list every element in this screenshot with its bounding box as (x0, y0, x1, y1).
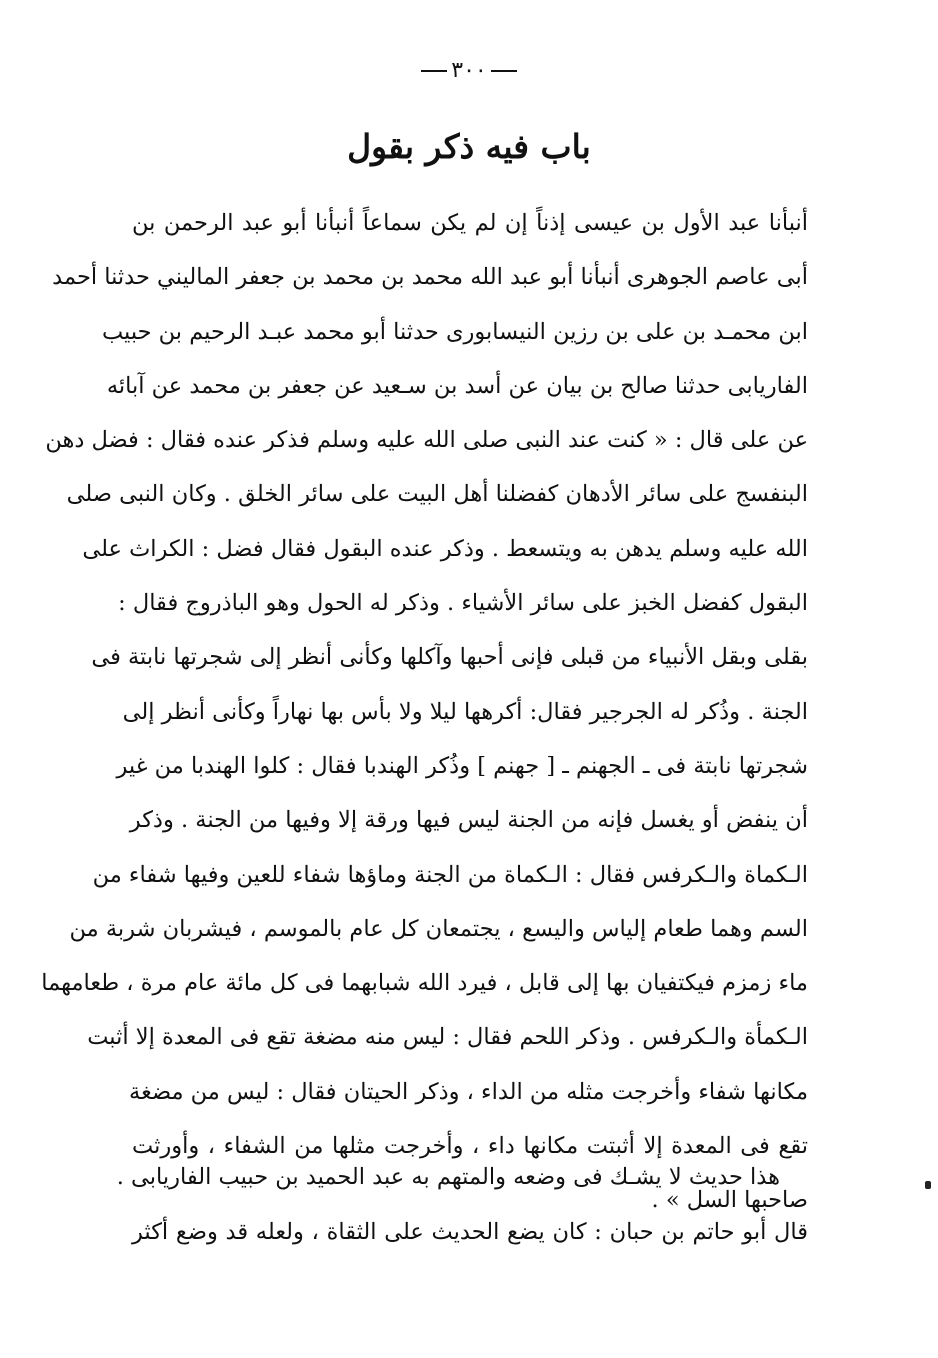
dash-left (491, 70, 517, 72)
dash-right (421, 70, 447, 72)
text-line: السم وهما طعام إلياس واليسع ، يجتمعان كل عام بالموسم ، فيشربان شربة من (69, 915, 808, 942)
margin-mark (925, 1181, 931, 1189)
text-line: الـكمأة والـكرفس . وذكر اللحم فقال : ليس منه مضغة تقع فى المعدة إلا أثبت (87, 1024, 808, 1051)
text-line: تقع فى المعدة إلا أثبتت مكانها داء ، وأخرجت مثلها من الشفاء ، وأورثت (132, 1133, 808, 1160)
page-number (0, 56, 938, 86)
text-line: الفاريابى حدثنا صالح بن بيان عن أسد بن سـعيد عن جعفر بن محمد عن آبائه (106, 372, 808, 399)
text-line: أنبأنا عبد الأول بن عيسى إذناً إن لم يكن سماعاً أنبأنا أبو عبد الرحمن بن (132, 210, 808, 236)
commentary-line: هذا حديث لا يشـك فى وضعه والمتهم به عبد الحميد بن حبيب الفاريابى . (116, 1164, 780, 1190)
text-line: البقول كفضل الخبز على سائر الأشياء . وذكر له الحول وهو الباذروج فقال : (118, 590, 808, 617)
text-line: بقلى وبقل الأنبياء من قبلى فإنى أحبها وآكلها وكأنى أنظر إلى شجرتها نابتة فى (91, 644, 808, 671)
commentary-block (116, 1150, 808, 1260)
page-number-text: ٣٠٠ (451, 58, 487, 83)
text-line: شجرتها نابتة فى ـ الجهنم ـ [ جهنم ] وذُكر الهندبا فقال : كلوا الهندبا من غير (116, 752, 808, 779)
text-line: الـكماة والـكرفس فقال : الـكماة من الجنة وماؤها شفاء للعين وفيها شفاء من (92, 861, 808, 888)
text-line: الجنة . وذُكر له الجرجير فقال: أكرهها ليلا ولا بأس بها نهاراً وكأنى أنظر إلى (122, 698, 808, 725)
chapter-title: باب فيه ذكر بقول (347, 127, 591, 166)
text-line: الله عليه وسلم يدهن به ويتسعط . وذكر عنده البقول فقال فضل : الكراث على (82, 535, 808, 562)
text-line: أبى عاصم الجوهرى أنبأنا أبو عبد الله محمد بن محمد بن جعفر الماليني حدثنا أحمد (52, 264, 808, 291)
text-line: أن ينفض أو يغسل فإنه من الجنة ليس فيها ورقة إلا وفيها من الجنة . وذكر (129, 807, 808, 834)
hadith-text-block (41, 196, 808, 1228)
text-line: مكانها شفاء وأخرجت مثله من الداء ، وذكر الحيتان فقال : ليس من مضغة (129, 1078, 808, 1105)
text-line: صاحبها السل » . (651, 1187, 808, 1214)
text-line: ابن محمـد بن على بن رزين النيسابورى حدثنا أبو محمد عبـد الرحيم بن حبيب (101, 318, 808, 345)
text-line: عن على قال : « كنت عند النبى صلى الله عليه وسلم فذكر عنده فقال : فضل دهن (45, 427, 808, 454)
text-line: البنفسج على سائر الأدهان كفضلنا أهل البيت على سائر الخلق . وكان النبى صلى (66, 481, 808, 508)
text-line: ماء زمزم فيكتفيان بها إلى قابل ، فيرد الله شبابهما فى كل مائة عام مرة ، طعامهما (41, 970, 808, 997)
commentary-line: قال أبو حاتم بن حبان : كان يضع الحديث على الثقاة ، ولعله قد وضع أكثر (132, 1219, 808, 1245)
